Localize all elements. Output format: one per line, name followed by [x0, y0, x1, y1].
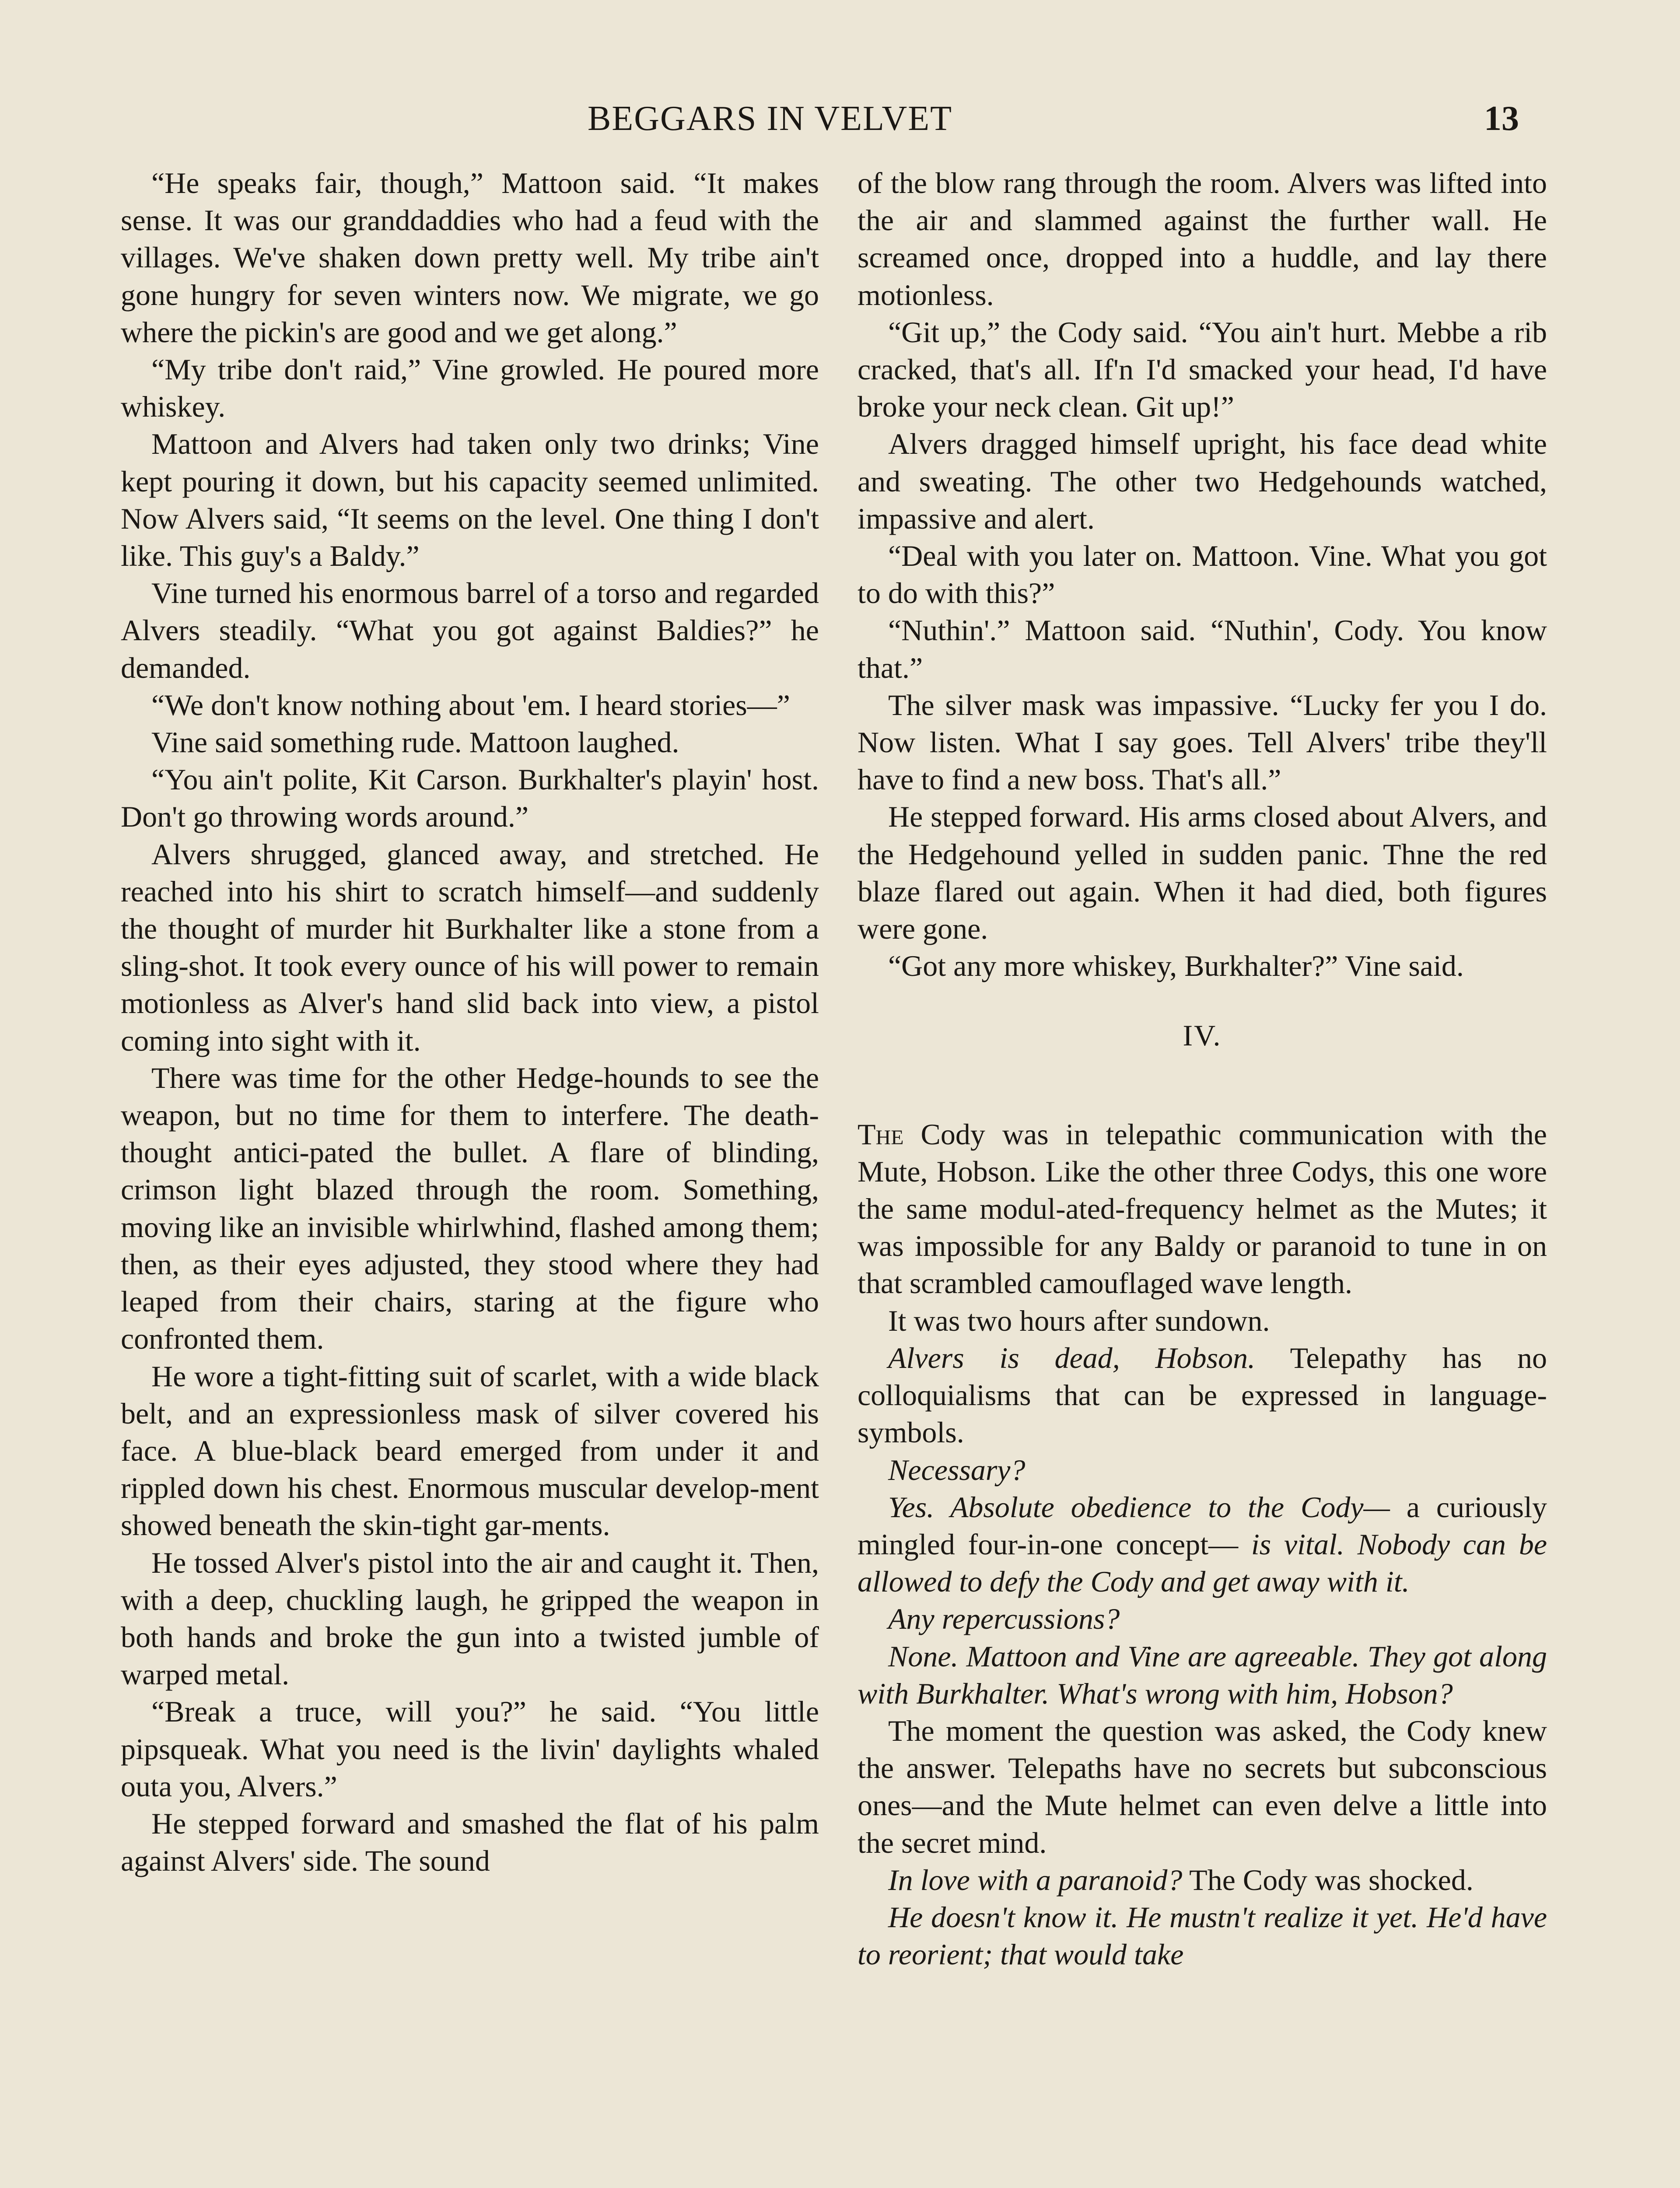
paragraph: “We don't know nothing about 'em. I heard stories—” [151, 688, 790, 722]
paragraph: He stepped forward. His arms closed about Alvers, and the Hedgehound yelled in sudden panic. Thne the red blaze flared out again. When it had died, both figures were gone. [858, 800, 1547, 946]
paragraph: “Break a truce, will you?” he said. “You little pipsqueak. What you need is the livin' daylights whaled outa you, Alvers.” [121, 1695, 819, 1803]
paragraph: “You ain't polite, Kit Carson. Burkhalter's playin' host. Don't go throwing words around.” [121, 763, 819, 834]
paragraph [858, 1339, 1547, 1452]
paragraph: Vine said something rude. Mattoon laughed. [151, 726, 679, 759]
paragraph: Alvers shrugged, glanced away, and stretched. He reached into his shirt to scratch himself—and suddenly the thought of murder hit Burkhalter like a stone from a sling-shot. It took every ounce of his will power to remain motionless as Alver's hand slid back into view, a pistol coming into sight with it. [121, 837, 819, 1057]
telepathic-text: In love with a paranoid? [888, 1863, 1183, 1897]
paragraph: He wore a tight-fitting suit of scarlet, with a wide black belt, and an expressionless mask of silver covered his face. A blue-black beard emerged from under it and rippled down his chest. Enormous muscular develop-ment showed beneath the skin-tight gar-ments. [121, 1359, 819, 1542]
paragraph: There was time for the other Hedge-hounds to see the weapon, but no time for them to interfere. The death-thought antici-pated the bullet. A flare of blinding, crimson light blazed through the room. Something, moving like an invisible whirlwhind, flashed among them; then, as their eyes adjusted, they stood where they had leaped from their chairs, staring at the figure who confronted them. [121, 1061, 819, 1356]
telepathic-text: Necessary? [888, 1453, 1026, 1487]
telepathic-text: is vital. Nobody can be allowed to defy the Cody and get away with it. [858, 1527, 1547, 1599]
paragraph-text: The Cody was shocked. [1182, 1863, 1474, 1897]
paragraph [858, 1638, 1547, 1712]
paragraph-text: Cody was in telepathic communication with the Mute, Hobson. Like the other three Codys, this one wore the same modul-ated-frequency helmet as the Mutes; it was impossible for any Baldy or paranoid to tune in on that scrambled camouflaged wave length. [858, 1117, 1547, 1300]
telepathic-text: None. Mattoon and Vine are agreeable. They got along with Burkhalter. What's wrong with him, Hobson? [858, 1639, 1547, 1710]
paragraph: of the blow rang through the room. Alvers was lifted into the air and slammed against the further wall. He screamed once, dropped into a huddle, and lay there motionless. [858, 166, 1547, 312]
running-title: BEGGARS IN VELVET [588, 99, 953, 138]
paragraph: He stepped forward and smashed the flat of his palm against Alvers' side. The sound [121, 1806, 819, 1878]
paragraph [858, 1116, 1547, 1302]
paragraph: “He speaks fair, though,” Mattoon said. “It makes sense. It was our granddaddies who had a feud with the villages. We've shaken down pretty well. My tribe ain't gone hungry for seven winters now. We migrate, we go where the pickin's are good and we get along.” [121, 166, 819, 349]
right-column [858, 165, 1547, 1973]
page-number: 13 [1484, 99, 1519, 138]
paragraph [858, 1899, 1547, 1973]
lead-word: The [858, 1117, 904, 1151]
telepathic-text: Alvers is dead, Hobson. [888, 1341, 1256, 1375]
paragraph: “Git up,” the Cody said. “You ain't hurt. Mebbe a rib cracked, that's all. If'n I'd smacked your head, I'd have broke your neck clean. Git up!” [858, 315, 1547, 424]
paragraph-text: a curiously mingled four-in-one concept— [858, 1490, 1547, 1561]
paragraph-text: Telepathy has no colloquialisms that can be expressed in language-symbols. [858, 1341, 1547, 1449]
paragraph: Vine turned his enormous barrel of a torso and regarded Alvers steadily. “What you got against Baldies?” he demanded. [121, 576, 819, 684]
paragraph: “Nuthin'.” Mattoon said. “Nuthin', Cody. You know that.” [858, 614, 1547, 684]
left-column [121, 165, 819, 1879]
paragraph [858, 1600, 1547, 1637]
paragraph: The silver mask was impassive. “Lucky fer you I do. Now listen. What I say goes. Tell Alvers' tribe they'll have to find a new boss. That's all.” [858, 688, 1547, 796]
paragraph: “Deal with you later on. Mattoon. Vine. What you got to do with this?” [858, 539, 1547, 610]
paragraph: Alvers dragged himself upright, his face dead white and sweating. The other two Hedgehounds watched, impassive and alert. [858, 427, 1547, 535]
paragraph: Mattoon and Alvers had taken only two drinks; Vine kept pouring it down, but his capacity seemed unlimited. Now Alvers said, “It seems on the level. One thing I don't like. This guy's a Baldy.” [121, 427, 819, 573]
paragraph: It was two hours after sundown. [888, 1304, 1270, 1337]
paragraph [858, 1489, 1547, 1601]
section-heading: IV. [1183, 1019, 1222, 1052]
paragraph: The moment the question was asked, the Cody knew the answer. Telepaths have no secrets but subconscious ones—and the Mute helmet can even delve a little into the secret mind. [858, 1714, 1547, 1859]
paragraph [858, 1862, 1547, 1899]
telepathic-text: He doesn't know it. He mustn't realize it yet. He'd have to reorient; that would take [858, 1900, 1547, 1971]
telepathic-text: Any repercussions? [888, 1602, 1120, 1636]
telepathic-text: Yes. Absolute obedience to the Cody— [888, 1490, 1390, 1524]
paragraph: “My tribe don't raid,” Vine growled. He poured more whiskey. [121, 353, 819, 424]
paragraph [858, 1452, 1547, 1489]
paragraph: He tossed Alver's pistol into the air and caught it. Then, with a deep, chuckling laugh, he gripped the weapon in both hands and broke the gun into a twisted jumble of warped metal. [121, 1546, 819, 1691]
paragraph: “Got any more whiskey, Burkhalter?” Vine said. [888, 949, 1464, 983]
